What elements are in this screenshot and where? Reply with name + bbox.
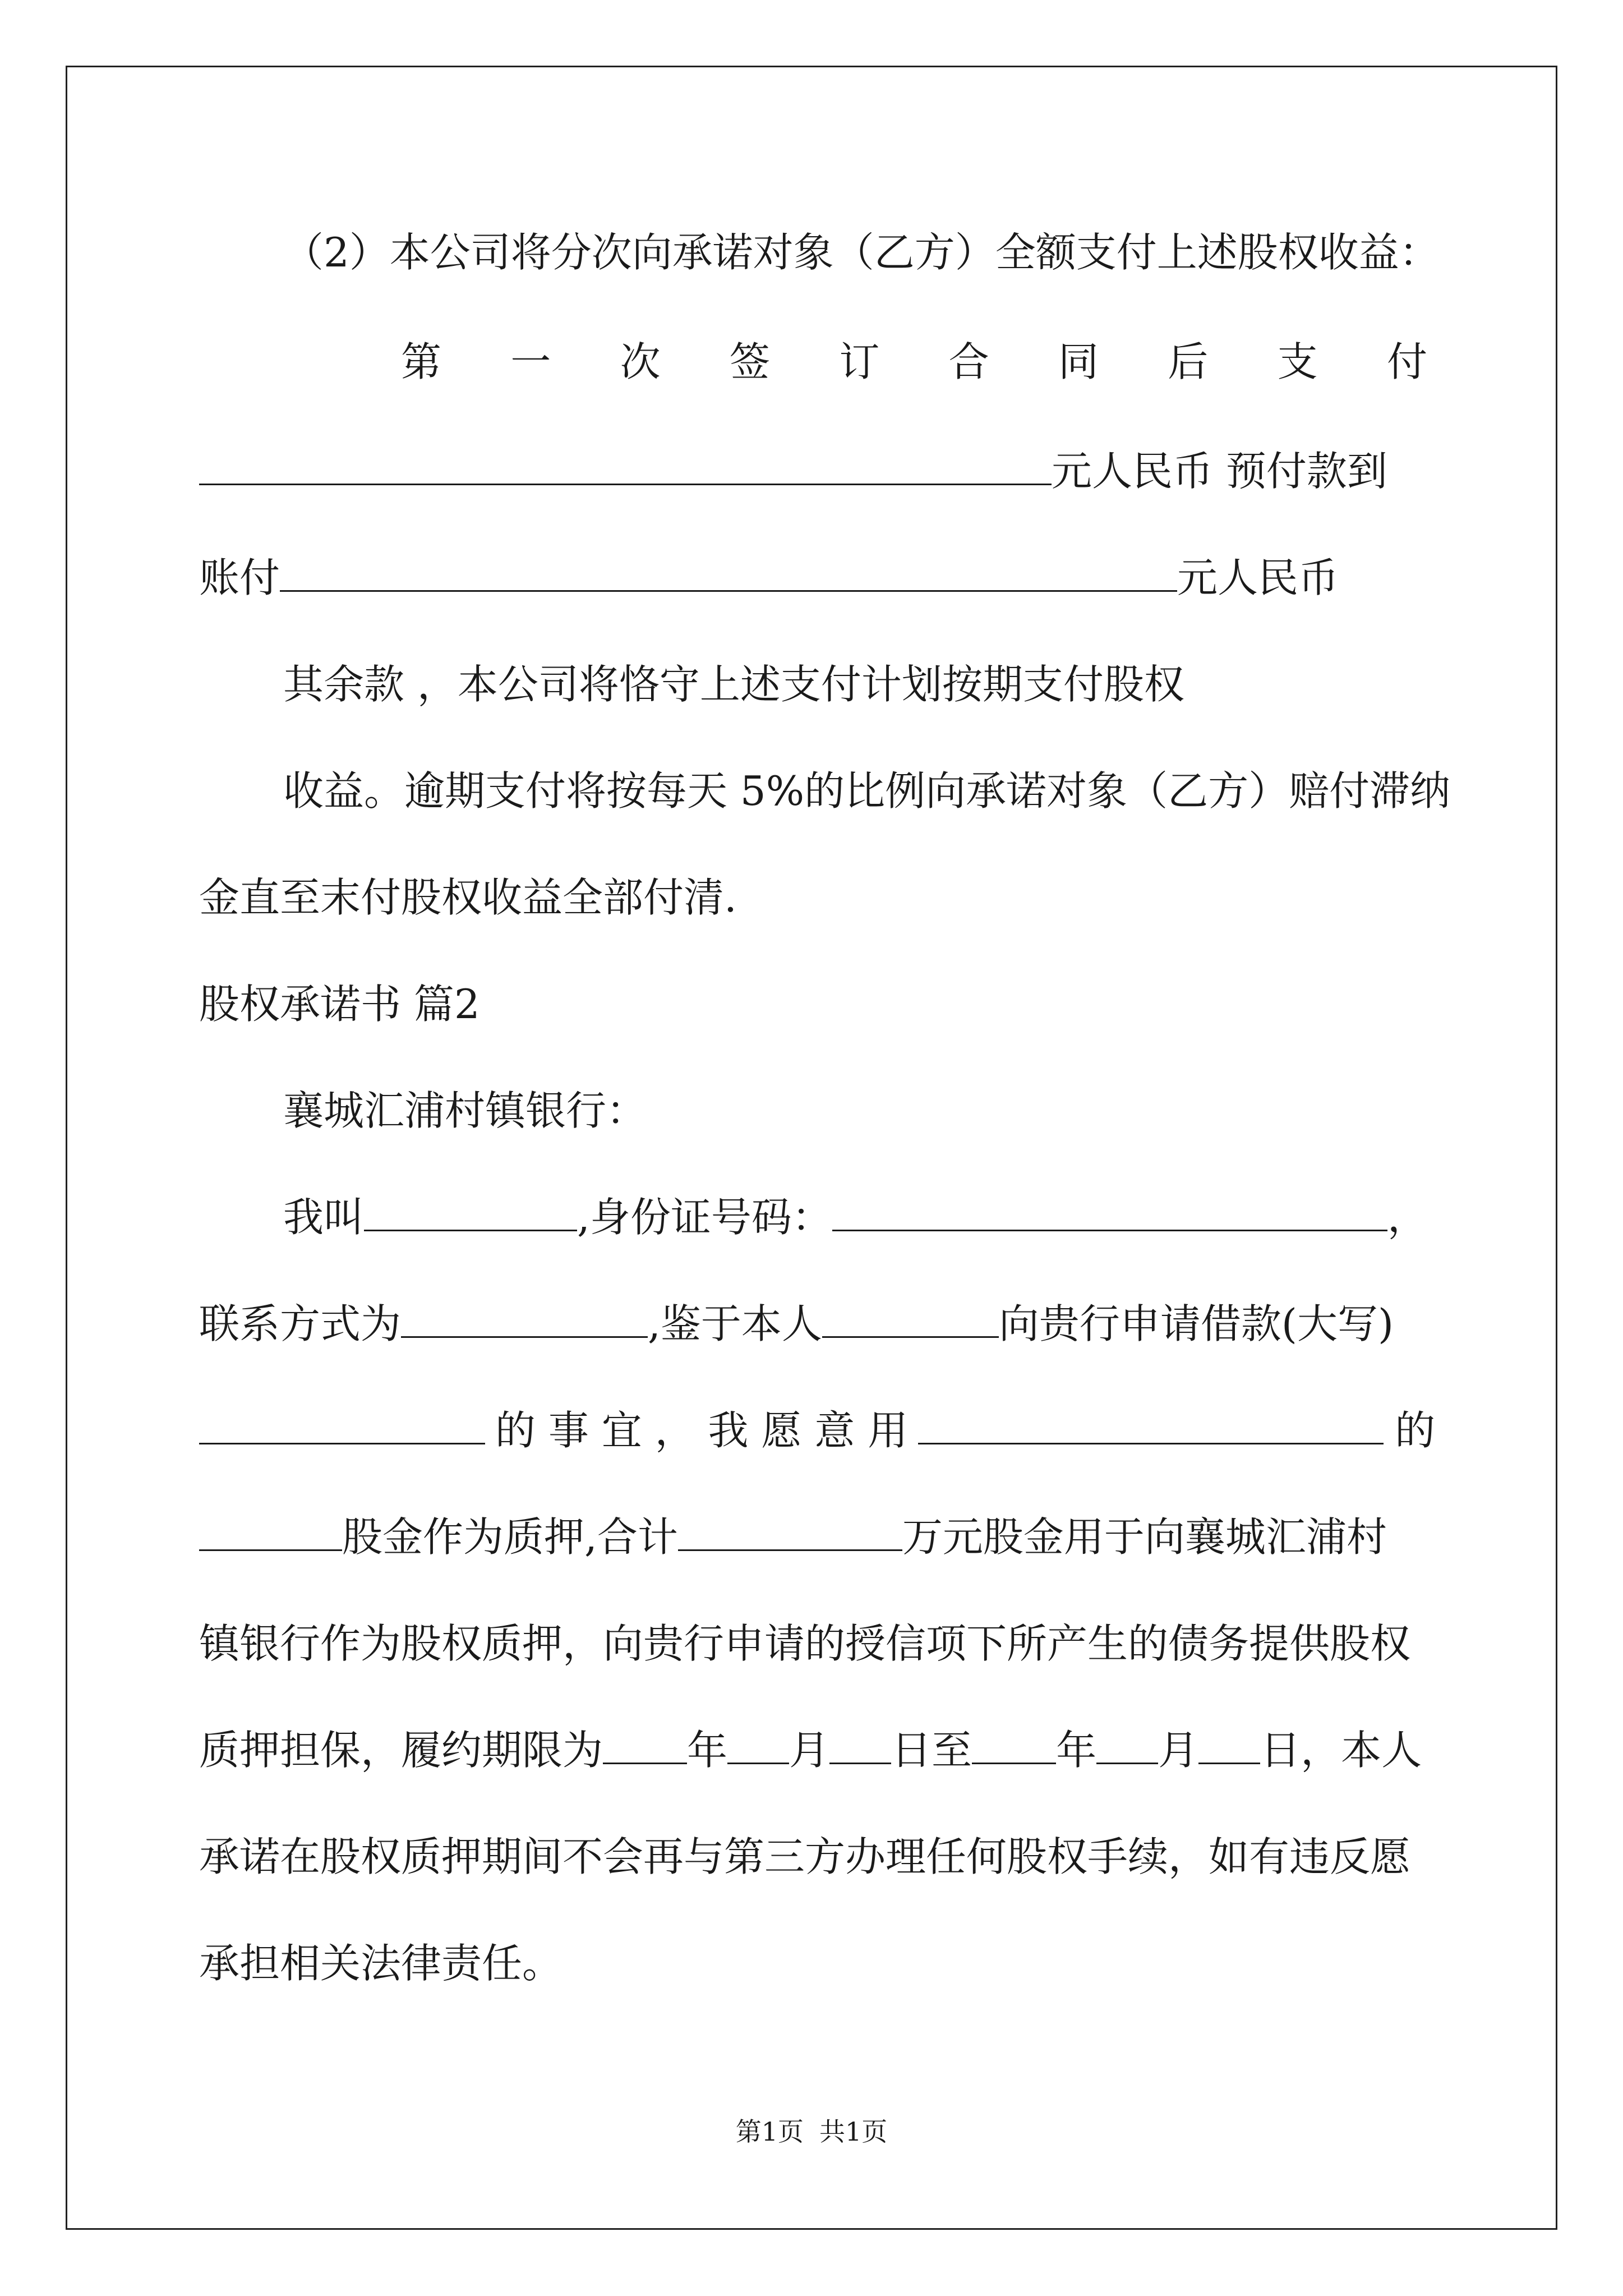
blank-contact[interactable] [401, 1296, 648, 1338]
page-total: 共1页 [819, 2116, 888, 2147]
first-payment-word: 次 [620, 338, 661, 385]
paragraph-amount-line-1 [199, 443, 1427, 499]
name-id-end: ， [1387, 1194, 1428, 1241]
blank-day-end[interactable] [1198, 1722, 1260, 1764]
amount-line-2-tail: 元人民币 [1177, 554, 1339, 601]
paragraph-bank-pledge [199, 1616, 1427, 1672]
pledge-label: 股金作为质押,合计 [342, 1513, 678, 1561]
amount-line-1-tail: 元人民币 预付款到 [1052, 448, 1387, 495]
addressee-text: 襄城汇浦村镇银行： [283, 1087, 647, 1134]
month-start-label: 月 [789, 1727, 830, 1774]
paragraph-remaining [283, 656, 1511, 712]
contact-label: 联系方式为 [199, 1300, 402, 1347]
amount-line-2-head: 账付 [199, 554, 280, 601]
page-number: 第1页 [735, 2116, 804, 2147]
blank-year-start[interactable] [603, 1722, 687, 1764]
page-border [66, 66, 1557, 2230]
blank-total-amount[interactable] [678, 1509, 902, 1551]
first-payment-word: 同 [1058, 338, 1099, 385]
blank-id-number[interactable] [832, 1189, 1387, 1231]
willing-end: 的 [1395, 1407, 1436, 1454]
page-footer [0, 2115, 1623, 2148]
first-payment-words [401, 334, 1427, 390]
paragraph-promise [199, 1829, 1427, 1885]
blank-collateral[interactable] [918, 1402, 1384, 1444]
willing-text: 的 事 宜 ， 我 愿 意 用 [495, 1407, 909, 1454]
blank-amount-1[interactable] [199, 443, 1052, 485]
liability-text: 承担相关法律责任。 [199, 1940, 563, 1987]
year-start-label: 年 [687, 1727, 728, 1774]
pledge-tail: 万元股金用于向襄城汇浦村 [902, 1513, 1387, 1561]
first-payment-word: 签 [729, 338, 770, 385]
blank-name[interactable] [364, 1189, 577, 1231]
applicant-label: ,鉴于本人 [648, 1300, 822, 1347]
first-payment-word: 订 [839, 338, 880, 385]
blank-month-start[interactable] [727, 1722, 789, 1764]
paragraph-penalty [283, 763, 1511, 819]
blank-year-end[interactable] [972, 1722, 1056, 1764]
section-title-text: 股权承诺书 篇2 [199, 981, 480, 1028]
paragraph-contact [199, 1296, 1427, 1352]
paragraph-first-payment [401, 334, 1427, 390]
paragraph-amount-line-2 [199, 550, 1427, 606]
loan-label: 向贵行申请借款(大写) [998, 1300, 1394, 1347]
paragraph-willing [199, 1402, 1436, 1458]
remaining-text: 其余款 ，本公司将恪守上述支付计划按期支付股权 [283, 661, 1184, 708]
blank-month-end[interactable] [1096, 1722, 1158, 1764]
first-payment-word: 后 [1168, 338, 1209, 385]
paragraph-payment-intro [283, 224, 1511, 280]
first-payment-word: 一 [510, 338, 551, 385]
section-title [199, 976, 1427, 1032]
month-end-label: 月 [1158, 1727, 1199, 1774]
name-label: 我叫 [283, 1194, 365, 1241]
bank-pledge-text: 镇银行作为股权质押，向贵行申请的授信项下所产生的债务提供股权 [199, 1620, 1411, 1667]
blank-amount-2[interactable] [280, 550, 1177, 592]
id-label: ,身份证号码： [577, 1194, 832, 1241]
paragraph-settlement [199, 869, 1427, 926]
payment-intro-text: （2）本公司将分次向承诺对象（乙方）全额支付上述股权收益： [283, 229, 1440, 276]
term-label: 质押担保，履约期限为 [199, 1727, 603, 1774]
day-end-label: 日，本人 [1260, 1727, 1422, 1774]
year-end-label: 年 [1056, 1727, 1097, 1774]
paragraph-pledge [199, 1509, 1427, 1565]
addressee [283, 1083, 1511, 1139]
blank-loan-amount[interactable] [199, 1402, 485, 1444]
settlement-text: 金直至末付股权收益全部付清. [199, 874, 737, 921]
day-start-label: 日至 [891, 1727, 972, 1774]
first-payment-word: 付 [1386, 338, 1427, 385]
penalty-text: 收益。逾期支付将按每天 5%的比例向承诺对象（乙方）赔付滞纳 [283, 767, 1451, 815]
promise-text: 承诺在股权质押期间不会再与第三方办理任何股权手续，如有违反愿 [199, 1833, 1411, 1880]
paragraph-term [199, 1722, 1427, 1778]
first-payment-word: 第 [401, 338, 442, 385]
first-payment-word: 合 [948, 338, 989, 385]
paragraph-name-id [283, 1189, 1511, 1245]
paragraph-liability [199, 1935, 1427, 1991]
blank-day-start[interactable] [829, 1722, 891, 1764]
blank-applicant[interactable] [822, 1296, 999, 1338]
first-payment-word: 支 [1277, 338, 1318, 385]
blank-share-count[interactable] [199, 1509, 342, 1551]
